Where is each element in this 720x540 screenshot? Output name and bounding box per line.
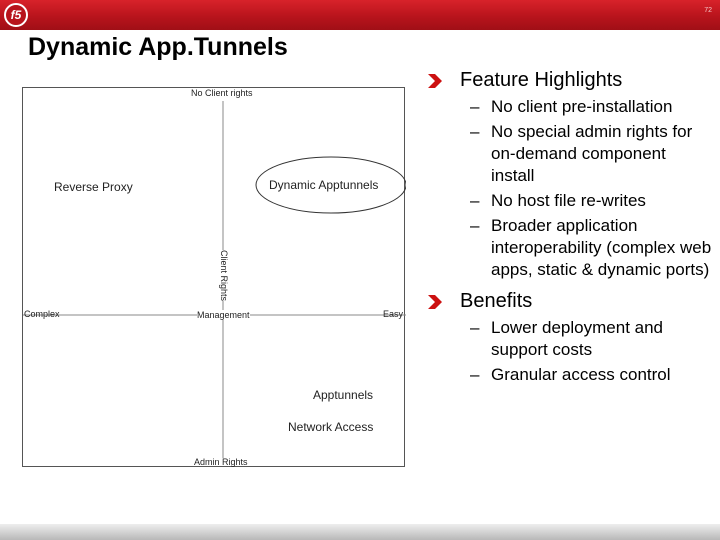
list-item: – Broader application interoperability (complex web apps, static & dynamic ports) <box>470 216 712 279</box>
bottom-axis-label: Admin Rights <box>194 457 248 467</box>
page-title: Dynamic App.Tunnels <box>28 33 288 61</box>
top-axis-label: No Client rights <box>191 88 253 98</box>
quadrant-diagram <box>22 87 405 467</box>
center-axis-label: Management <box>197 310 250 320</box>
section-heading: Benefits <box>460 290 533 312</box>
vertical-axis-label: Client Rights <box>219 250 229 302</box>
bullet-list <box>428 68 713 394</box>
top-banner <box>0 0 720 30</box>
benefits-list <box>428 317 713 386</box>
list-item: – No special admin rights for on-demand component install <box>470 122 693 185</box>
list-item: – Granular access control <box>470 365 671 384</box>
section-heading: Feature Highlights <box>460 69 623 91</box>
feature-list <box>428 96 713 281</box>
red-arrow-icon <box>428 295 442 309</box>
apptunnels-label: Apptunnels <box>313 388 374 402</box>
left-axis-label: Complex <box>24 309 60 319</box>
red-arrow-icon <box>428 74 442 88</box>
list-item: – Lower deployment and support costs <box>470 318 664 359</box>
bottom-strip <box>0 524 720 540</box>
dynamic-apptunnels-label: Dynamic Apptunnels <box>269 178 379 192</box>
list-item: – No client pre-installation <box>470 97 673 116</box>
list-item: – No host file re-writes <box>470 191 646 210</box>
diagram-axes <box>23 88 406 468</box>
right-axis-label: Easy <box>383 309 404 319</box>
section-benefits <box>428 289 713 313</box>
section-feature-highlights <box>428 68 713 92</box>
slide-number: 72 <box>704 7 712 14</box>
network-access-label: Network Access <box>288 420 374 434</box>
reverse-proxy-label: Reverse Proxy <box>54 180 133 194</box>
f5-logo: f5 <box>4 3 28 27</box>
